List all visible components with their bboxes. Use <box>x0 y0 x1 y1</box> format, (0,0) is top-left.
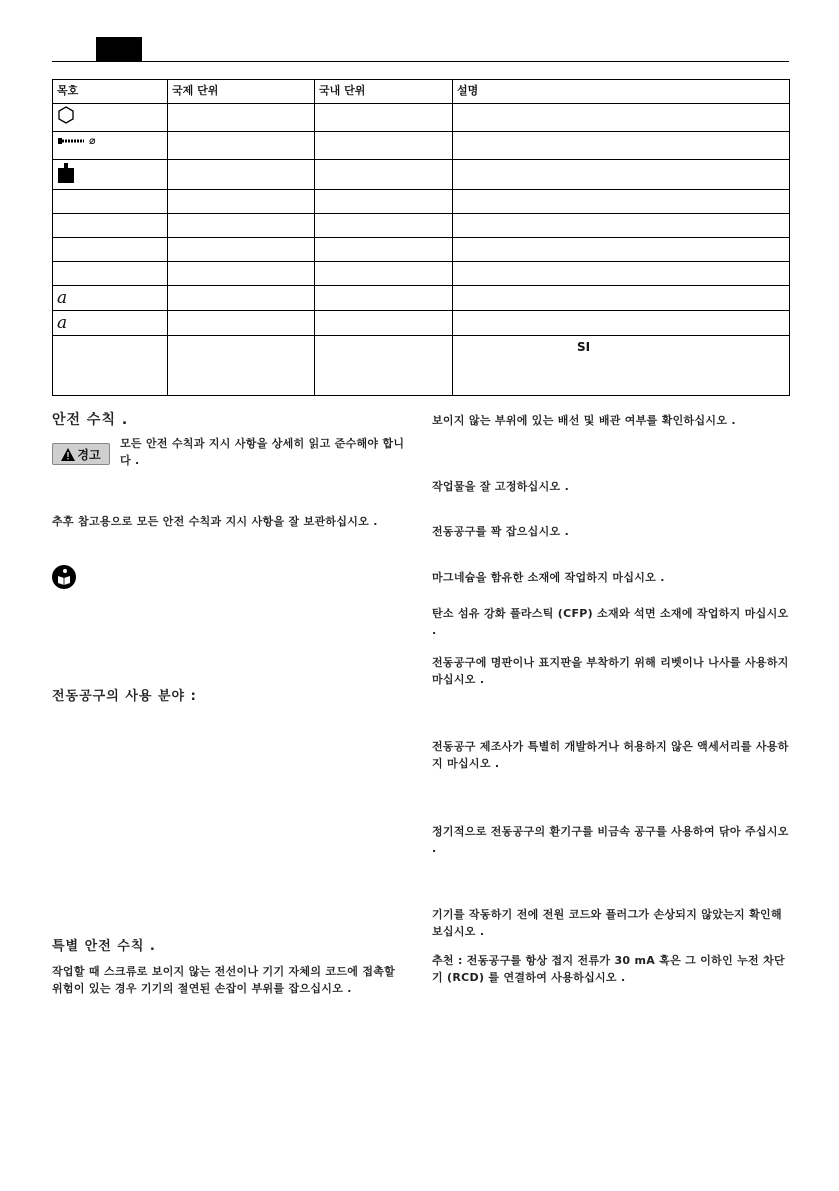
table-row <box>53 190 790 214</box>
left-column <box>52 412 412 1052</box>
diameter-symbol: ⌀ <box>89 134 96 147</box>
page-header-tab <box>96 37 142 61</box>
right-column <box>432 412 790 1012</box>
hexagon-icon <box>57 106 75 124</box>
table-row <box>53 286 790 311</box>
warning-text: 모든 안전 수칙과 지시 사항을 상세히 읽고 준수해야 합니다 . <box>120 437 405 467</box>
col-header-intl: 국제 단위 <box>168 80 315 104</box>
usage-title: 전동공구의 사용 분야 : <box>52 689 197 704</box>
no-rivets-text: 전동공구에 명판이나 표지판을 부착하기 위해 리벳이나 나사를 사용하지 마십시오 . <box>432 656 789 686</box>
accessories-text: 전동공구 제조사가 특별히 개발하거나 허용하지 않은 액세서리를 사용하지 마십시오 . <box>432 740 789 770</box>
rcd-recommend-text: 추천 : 전동공구를 항상 접지 전류가 30 mA 혹은 그 이하인 누전 차단기 (RCD) 를 연결하여 사용하십시오 . <box>432 954 785 984</box>
table-row <box>53 160 790 190</box>
symbol-cell <box>53 311 168 336</box>
table-row <box>53 262 790 286</box>
safety-title: 안전 수칙 . <box>52 412 129 428</box>
secure-workpiece-text: 작업물을 잘 고정하십시오 . <box>432 480 570 493</box>
symbol-cell <box>53 160 168 190</box>
vent-cleaning-text: 정기적으로 전동공구의 환기구를 비금속 공구를 사용하여 닦아 주십시오 . <box>432 825 789 855</box>
col-header-desc: 설명 <box>453 80 790 104</box>
drill-bit-icon <box>57 136 85 146</box>
vibration-a-symbol: a <box>57 288 68 308</box>
symbol-cell <box>53 104 168 132</box>
table-row <box>53 311 790 336</box>
check-cord-text: 기기를 작동하기 전에 전원 코드와 플러그가 손상되지 않았는지 확인해 보십시오 . <box>432 908 782 938</box>
special-safety-title: 특별 안전 수칙 . <box>52 939 156 954</box>
desc-cell <box>453 336 790 396</box>
keep-instructions-text: 추후 참고용으로 모든 안전 수칙과 지시 사항을 잘 보관하십시오 . <box>52 515 378 528</box>
header-rule <box>52 61 789 62</box>
cfp-asbestos-text: 탄소 섬유 강화 플라스틱 (CFP) 소재와 석면 소재에 작업하지 마십시오 . <box>432 607 789 637</box>
table-row <box>53 214 790 238</box>
vibration-a-symbol: a <box>57 313 68 333</box>
hold-tool-text: 전동공구를 꽉 잡으십시오 . <box>432 525 570 538</box>
symbol-cell <box>53 132 168 160</box>
table-row <box>53 238 790 262</box>
weight-icon <box>57 162 75 184</box>
special-safety-text: 작업할 때 스크류로 보이지 않는 전선이나 기기 자체의 코드에 접촉할 위험이 있는 경우 기기의 절연된 손잡이 부위를 잡으십시오 . <box>52 965 396 995</box>
table-row <box>53 132 790 160</box>
si-note: SI <box>577 340 591 354</box>
units-table <box>52 79 790 396</box>
magnesium-text: 마그네슘을 함유한 소재에 작업하지 마십시오 . <box>432 571 665 584</box>
symbol-cell <box>53 286 168 311</box>
col-header-local: 국내 단위 <box>315 80 453 104</box>
warning-badge <box>52 443 110 465</box>
hidden-wiring-text: 보이지 않는 부위에 있는 배선 및 배관 여부를 확인하십시오 . <box>432 414 736 427</box>
warning-triangle-icon <box>61 448 75 461</box>
warning-badge-label: 경고 <box>77 447 101 462</box>
read-manual-icon <box>52 565 76 589</box>
table-row <box>53 336 790 396</box>
table-header-row <box>53 80 790 104</box>
table-row <box>53 104 790 132</box>
col-header-symbol: 목호 <box>53 80 168 104</box>
